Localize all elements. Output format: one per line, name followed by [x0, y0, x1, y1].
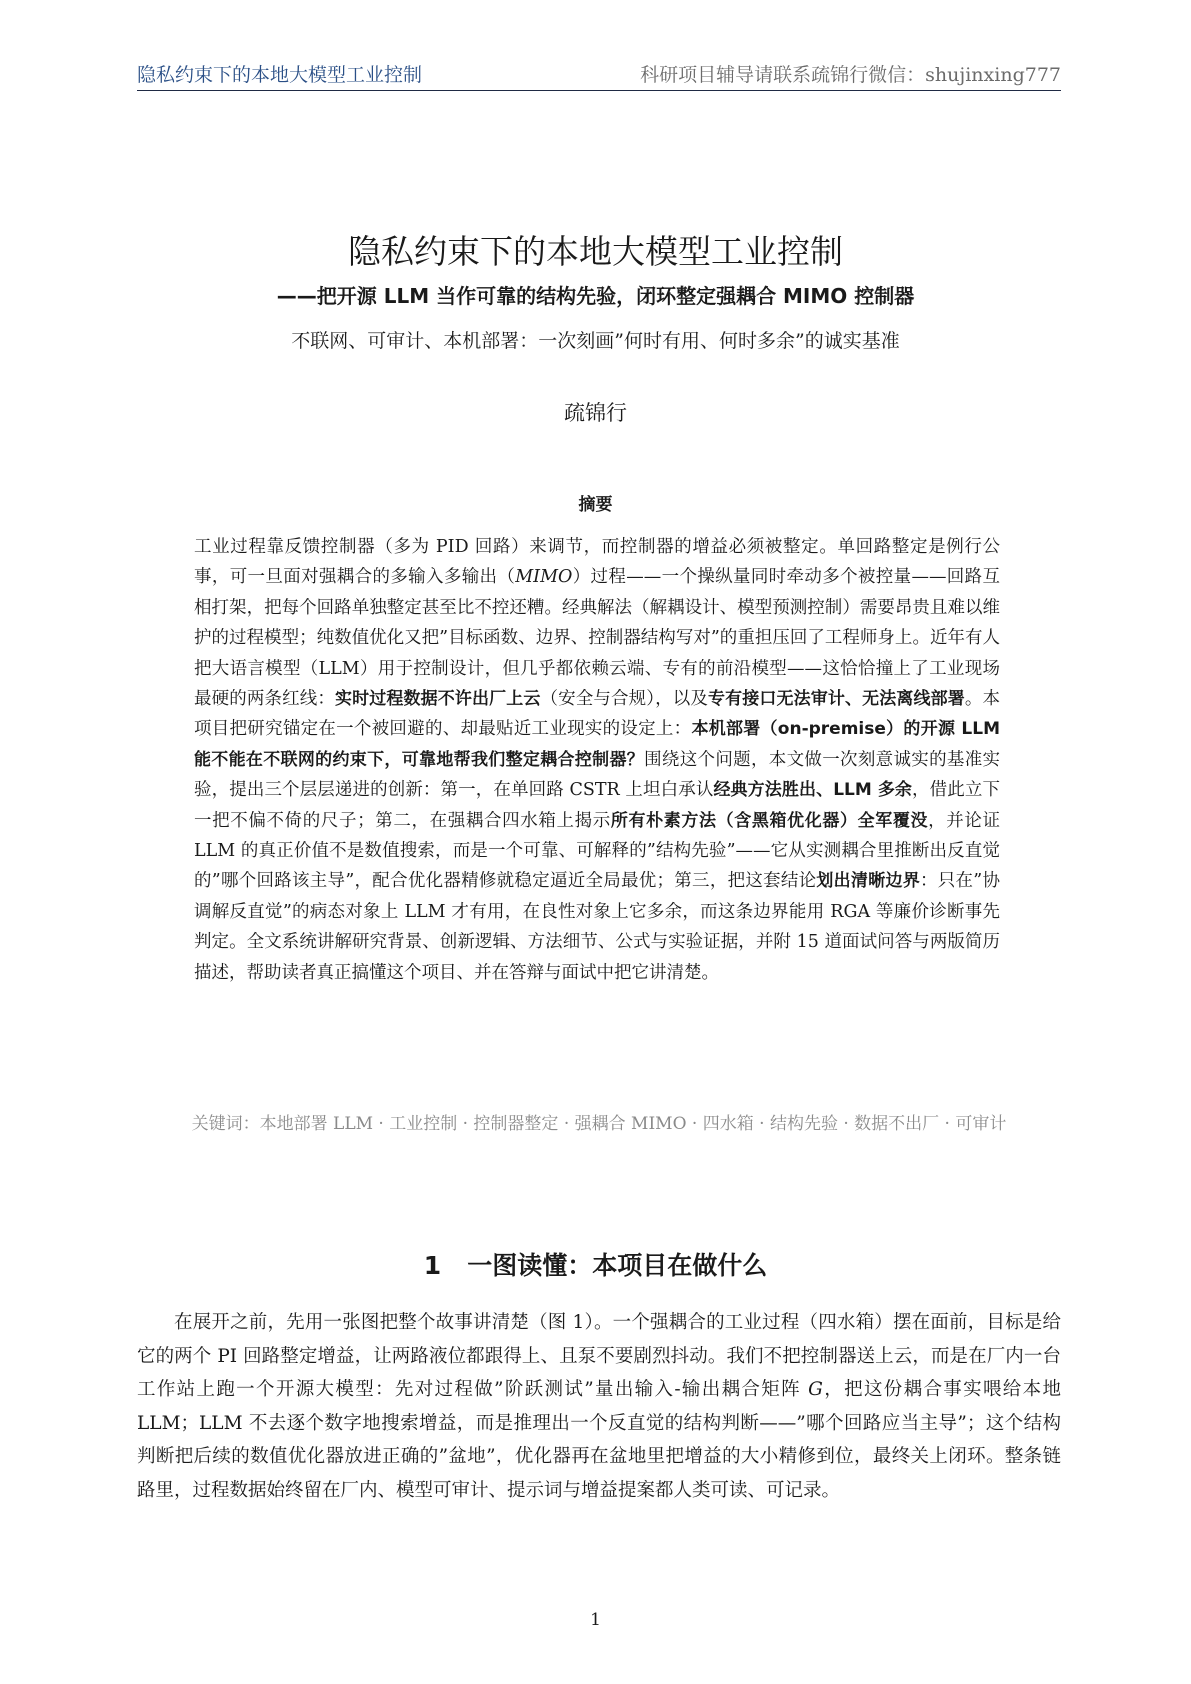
running-header: [137, 56, 1061, 91]
page-number: 1: [590, 1610, 601, 1630]
header-title: 隐私约束下的本地大模型工业控制: [137, 64, 423, 86]
abstract-heading: 摘要: [578, 495, 613, 515]
paper-subtitle: ——把开源 LLM 当作可靠的结构先验，闭环整定强耦合 MIMO 控制器: [276, 284, 915, 308]
header-contact: 科研项目辅导请联系疏锦行微信：shujinxing777: [640, 64, 1061, 86]
section-title: 一图读懂：本项目在做什么: [467, 1251, 768, 1280]
keywords: 关键词：本地部署 LLM · 工业控制 · 控制器整定 · 强耦合 MIMO · 四水箱 · 结构先验 · 数据不出厂 · 可审计: [191, 1114, 1007, 1134]
paper-tagline: 不联网、可审计、本机部署：一次刻画”何时有用、何时多余”的诚实基准: [291, 330, 900, 352]
author-name: 疏锦行: [564, 401, 627, 425]
body-paragraph: 在展开之前，先用一张图把整个故事讲清楚（图 1）。一个强耦合的工业过程（四水箱）摆在面前，目标是给它的两个 PI 回路整定增益，让两路液位都跟得上、且泵不要剧烈抖动。我们不把控制器送上云，而是在厂内一台工作站上跑一个开源大模型：先对过程做”阶跃测试”量出输入-输出耦合矩阵 G，把这份耦合事实喂给本地 LLM；LLM 不去逐个数字地搜索增益，而是推理出一个反直觉的结构判断——”哪个回路应当主导”；这个结构判断把后续的数值优化器放进正确的”盆地”，优化器再在盆地里把增益的大小精修到位，最终关上闭环。整条链路里，过程数据始终留在厂内、模型可审计、提示词与增益提案都人类可读、可记录。: [137, 1312, 1061, 1501]
paper-title: 隐私约束下的本地大模型工业控制: [348, 232, 843, 271]
abstract-text: 工业过程靠反馈控制器（多为 PID 回路）来调节，而控制器的增益必须被整定。单回路整定是例行公事，可一旦面对强耦合的多输入多输出（MIMO）过程——一个操纵量同时牵动多个被控量——回路互相打架，把每个回路单独整定甚至比不控还糟。经典解法（解耦设计、模型预测控制）需要昂贵且难以维护的过程模型；纯数值优化又把”目标函数、边界、控制器结构写对”的重担压回了工程师身上。近年有人把大语言模型（LLM）用于控制设计，但几乎都依赖云端、专有的前沿模型——这恰恰撞上了工业现场最硬的两条红线：实时过程数据不许出厂上云（安全与合规），以及专有接口无法审计、无法离线部署。本项目把研究锚定在一个被回避的、却最贴近工业现实的设定上：本机部署（on-premise）的开源 LLM 能不能在不联网的约束下，可靠地帮我们整定耦合控制器？围绕这个问题，本文做一次刻意诚实的基准实验，提出三个层层递进的创新：第一，在单回路 CSTR 上坦白承认经典方法胜出、LLM 多余，借此立下一把不偏不倚的尺子；第二，在强耦合四水箱上揭示所有朴素方法（含黑箱优化器）全军覆没，并论证 LLM 的真正价值不是数值搜索，而是一个可靠、可解释的”结构先验”——它从实测耦合里推断出反直觉的”哪个回路该主导”，配合优化器精修就稳定逼近全局最优；第三，把这套结论划出清晰边界：只在”协调解反直觉”的病态对象上 LLM 才有用，在良性对象上它多余，而这条边界能用 RGA 等廉价诊断事先判定。全文系统讲解研究背景、创新逻辑、方法细节、公式与实验证据，并附 15 道面试问答与两版简历描述，帮助读者真正搞懂这个项目、并在答辩与面试中把它讲清楚。: [194, 537, 1001, 983]
section-heading: [0, 1246, 1191, 1282]
section-number: 1: [423, 1251, 442, 1280]
